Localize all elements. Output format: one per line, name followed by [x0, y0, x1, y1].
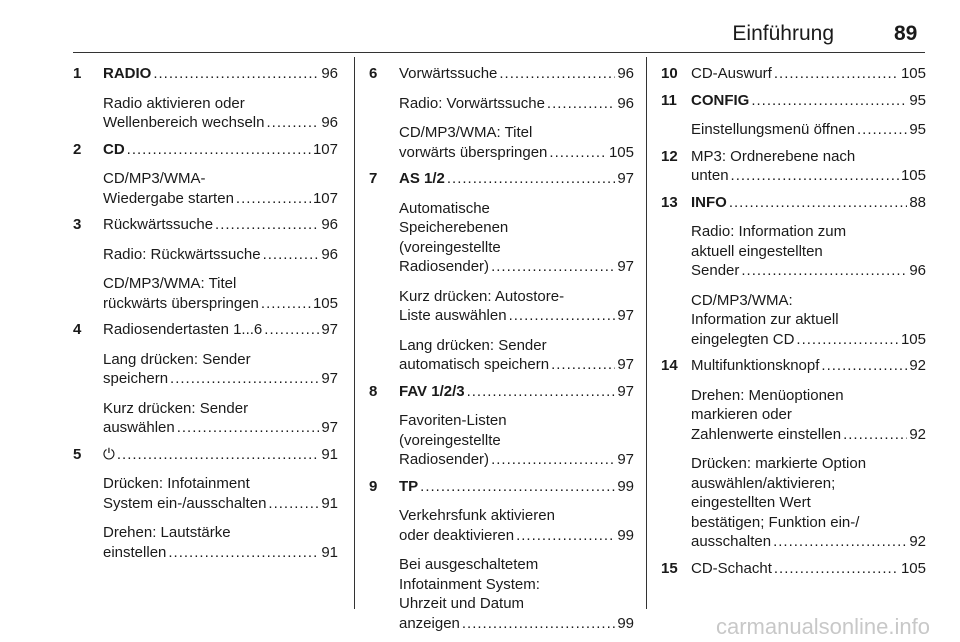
legend-entry — [369, 477, 634, 634]
description-line: Uhrzeit und Datum — [399, 595, 525, 612]
page-header-title: Einführung — [732, 22, 834, 45]
leader-dots — [491, 257, 615, 277]
entry-number: 12 — [661, 147, 678, 165]
entry-paragraph — [399, 169, 634, 189]
entry-paragraph — [399, 64, 634, 84]
leader-line — [691, 559, 926, 579]
description-line: Radio: Information zum — [691, 223, 847, 240]
legend-entry — [661, 147, 926, 186]
entry-number: 3 — [73, 216, 82, 233]
page-number: 89 — [894, 22, 918, 45]
leader-line — [399, 450, 634, 470]
leader-line — [103, 189, 338, 209]
entry-body — [103, 140, 338, 209]
description-line: Kurz drücken: Sender — [103, 399, 249, 417]
legend-entry — [661, 193, 926, 350]
description-line: CD/MP3/WMA: Titel — [103, 275, 237, 292]
page-reference: 95 — [909, 91, 926, 109]
entry-label: Multifunktionsknopf — [691, 357, 820, 374]
page-reference: 91 — [321, 543, 338, 561]
legend-entry — [661, 356, 926, 552]
leader-line — [103, 320, 338, 340]
description-line: (voreingestellte — [399, 431, 501, 449]
page-reference: 97 — [321, 321, 338, 338]
page-reference: 97 — [321, 370, 338, 387]
leader-dots — [264, 320, 319, 340]
legend-entry — [73, 215, 338, 313]
page-reference: 96 — [321, 65, 338, 82]
page-reference: 96 — [909, 262, 926, 279]
entry-number: 11 — [661, 91, 677, 109]
entry-paragraph — [103, 474, 338, 513]
entry-label: oder deaktivieren — [399, 526, 515, 544]
entry-paragraph — [691, 454, 926, 552]
description-line: Drücken: Infotainment — [103, 475, 250, 492]
leader-line — [691, 193, 926, 213]
entry-label: CD — [103, 140, 125, 158]
entry-paragraph — [103, 64, 338, 84]
entry-paragraph — [691, 64, 926, 84]
leader-line — [691, 64, 926, 84]
entry-number: 10 — [661, 65, 678, 82]
entry-label: CD-Auswurf — [691, 65, 772, 82]
leader-line — [691, 330, 926, 350]
leader-dots — [821, 356, 907, 376]
leader-dots — [729, 193, 907, 213]
entry-paragraph — [399, 199, 634, 277]
description-line: CD/MP3/WMA: — [691, 291, 793, 309]
leader-dots — [215, 215, 319, 235]
description-line: Automatische — [399, 199, 490, 217]
entry-number: 5 — [73, 445, 82, 463]
entry-body — [691, 91, 926, 140]
leader-line — [399, 477, 634, 497]
legend-entry — [369, 64, 634, 162]
leader-dots — [266, 113, 319, 133]
page-reference: 92 — [909, 533, 926, 550]
page-reference: 96 — [321, 114, 338, 131]
page-reference: 105 — [900, 65, 926, 82]
leader-dots — [547, 94, 615, 114]
entry-label: Rückwärtssuche — [103, 216, 214, 233]
entry-body — [103, 64, 338, 133]
legend-entry — [661, 559, 926, 579]
leader-line — [691, 166, 926, 186]
column-divider-2 — [646, 57, 647, 609]
entry-paragraph — [399, 411, 634, 470]
page-reference: 97 — [617, 382, 634, 400]
leader-dots — [447, 169, 615, 189]
legend-entry — [73, 140, 338, 209]
leader-line — [103, 543, 338, 563]
leader-dots — [773, 532, 907, 552]
entry-paragraph — [103, 215, 338, 235]
entry-label: Vorwärtssuche — [399, 65, 498, 82]
leader-dots — [117, 445, 319, 465]
leader-line — [399, 169, 634, 189]
leader-line — [691, 425, 926, 445]
entry-paragraph — [691, 91, 926, 111]
header-rule — [73, 52, 925, 53]
entry-label: Zahlenwerte einstellen — [691, 425, 842, 443]
legend-entry — [73, 64, 338, 133]
description-line: Kurz drücken: Autostore- — [399, 287, 565, 305]
watermark: carmanualsonline.info — [715, 614, 930, 639]
leader-line — [103, 215, 338, 235]
entry-label: CONFIG — [691, 91, 750, 109]
entry-label: speichern — [103, 370, 169, 387]
leader-dots — [843, 425, 907, 445]
entry-label: vorwärts überspringen — [399, 143, 548, 161]
description-line: Infotainment System: — [399, 575, 540, 593]
description-line: Speicherebenen — [399, 219, 509, 236]
leader-dots — [127, 140, 311, 160]
leader-line — [103, 294, 338, 314]
entry-body — [691, 147, 926, 186]
description-line: CD/MP3/WMA- — [103, 170, 206, 187]
entry-body — [399, 382, 634, 470]
entry-number: 7 — [369, 170, 378, 187]
page-reference: 105 — [312, 294, 338, 312]
entry-number: 6 — [369, 65, 378, 82]
entry-paragraph — [103, 274, 338, 313]
page-reference: 96 — [321, 216, 338, 233]
entry-paragraph — [691, 356, 926, 376]
entry-label: Radiosender) — [399, 258, 490, 275]
entry-label: INFO — [691, 193, 727, 211]
description-line: Favoriten-Listen — [399, 412, 507, 429]
page-reference: 95 — [909, 121, 926, 138]
leader-line — [103, 245, 338, 265]
page-reference: 99 — [617, 526, 634, 544]
leader-dots — [796, 330, 899, 350]
leader-dots — [774, 64, 899, 84]
leader-line — [399, 526, 634, 546]
entry-paragraph — [399, 506, 634, 545]
entry-label: System ein-/ausschalten — [103, 494, 267, 512]
legend-entry — [369, 382, 634, 470]
entry-number: 9 — [369, 477, 378, 495]
entry-paragraph — [399, 287, 634, 326]
entry-body — [399, 169, 634, 375]
entry-paragraph — [103, 94, 338, 133]
entry-number: 14 — [661, 357, 678, 374]
leader-line — [399, 382, 634, 402]
entry-label: Sender — [691, 262, 740, 279]
legend-entry — [369, 169, 634, 375]
leader-line — [691, 261, 926, 281]
entry-paragraph — [691, 147, 926, 186]
description-line: (voreingestellte — [399, 238, 501, 256]
leader-dots — [177, 418, 320, 438]
entry-label: anzeigen — [399, 614, 460, 632]
entry-paragraph — [691, 120, 926, 140]
leader-dots — [170, 369, 319, 389]
page-reference: 96 — [617, 65, 634, 82]
entry-label: auswählen — [103, 419, 175, 436]
entry-label: Radiosender) — [399, 451, 490, 468]
page-reference: 92 — [909, 425, 926, 443]
entry-label: Radio: Vorwärtssuche — [399, 94, 545, 112]
description-line: Drücken: markierte Option — [691, 455, 867, 472]
column-3 — [661, 64, 926, 585]
entry-paragraph — [399, 123, 634, 162]
leader-dots — [516, 526, 615, 546]
description-line: bestätigen; Funktion ein-/ — [691, 513, 860, 531]
page-reference: 105 — [608, 143, 634, 161]
leader-line — [691, 91, 926, 111]
entry-paragraph — [103, 350, 338, 389]
description-line: markieren oder — [691, 406, 792, 423]
entry-paragraph — [103, 523, 338, 562]
leader-line — [399, 94, 634, 114]
entry-paragraph — [691, 291, 926, 350]
page-reference: 96 — [321, 245, 338, 263]
page-reference: 97 — [321, 419, 338, 436]
page-reference: 99 — [617, 614, 634, 632]
legend-entry — [661, 91, 926, 140]
entry-body — [691, 559, 926, 579]
page-reference: 88 — [909, 193, 926, 211]
entry-paragraph — [103, 140, 338, 160]
leader-dots — [551, 355, 615, 375]
entry-number: 4 — [73, 321, 82, 338]
leader-dots — [774, 559, 899, 579]
entry-paragraph — [103, 169, 338, 208]
leader-dots — [499, 64, 615, 84]
leader-dots — [261, 294, 311, 314]
leader-dots — [420, 477, 615, 497]
page-reference: 96 — [617, 94, 634, 112]
leader-line — [691, 532, 926, 552]
entry-body — [103, 215, 338, 313]
leader-dots — [467, 382, 616, 402]
entry-label: rückwärts überspringen — [103, 294, 259, 312]
entry-label: TP — [399, 477, 419, 495]
leader-dots — [168, 543, 319, 563]
leader-line — [103, 418, 338, 438]
leader-line — [691, 356, 926, 376]
entry-label: ausschalten — [691, 533, 772, 550]
column-divider-1 — [354, 57, 355, 609]
page-reference: 97 — [617, 356, 634, 373]
page-reference: 105 — [900, 330, 926, 348]
description-line: Radio aktivieren oder — [103, 94, 245, 112]
entry-number: 13 — [661, 193, 678, 211]
leader-dots — [857, 120, 907, 140]
leader-dots — [549, 143, 607, 163]
leader-line — [691, 120, 926, 140]
entry-body — [399, 64, 634, 162]
page-reference: 91 — [321, 494, 338, 512]
leader-dots — [263, 245, 320, 265]
description-line: Drehen: Menüoptionen — [691, 386, 844, 404]
page-reference: 97 — [617, 170, 634, 187]
entry-label: FAV 1/2/3 — [399, 382, 465, 400]
entry-paragraph — [691, 193, 926, 213]
entry-body — [691, 356, 926, 552]
leader-line — [103, 64, 338, 84]
column-1 — [73, 64, 338, 569]
leader-line — [103, 494, 338, 514]
entry-label: ⏻ — [103, 445, 115, 463]
leader-dots — [268, 494, 319, 514]
description-line: CD/MP3/WMA: Titel — [399, 124, 533, 141]
entry-paragraph — [399, 477, 634, 497]
leader-line — [103, 369, 338, 389]
entry-paragraph — [691, 559, 926, 579]
leader-line — [103, 113, 338, 133]
entry-label: Radio: Rückwärtssuche — [103, 245, 261, 263]
leader-dots — [751, 91, 907, 111]
page-reference: 107 — [312, 140, 338, 158]
page-reference: 97 — [617, 307, 634, 324]
page-reference: 97 — [617, 451, 634, 468]
entry-label: RADIO — [103, 65, 152, 82]
page-reference: 105 — [900, 167, 926, 184]
leader-line — [399, 257, 634, 277]
description-line: Information zur aktuell — [691, 311, 839, 328]
page-reference: 97 — [617, 258, 634, 275]
leader-dots — [153, 64, 319, 84]
description-line: Lang drücken: Sender — [399, 336, 547, 354]
entry-label: einstellen — [103, 543, 167, 561]
description-line: Lang drücken: Sender — [103, 350, 251, 368]
entry-paragraph — [691, 222, 926, 281]
leader-line — [103, 445, 338, 465]
entry-paragraph — [399, 94, 634, 114]
entry-paragraph — [103, 399, 338, 438]
legend-entry — [73, 320, 338, 438]
description-line: eingestellten Wert — [691, 494, 811, 511]
leader-dots — [236, 189, 311, 209]
entry-label: unten — [691, 167, 729, 184]
leader-dots — [741, 261, 907, 281]
leader-line — [103, 140, 338, 160]
description-line: aktuell eingestellten — [691, 242, 823, 260]
entry-body — [103, 320, 338, 438]
entry-paragraph — [399, 336, 634, 375]
entry-body — [103, 445, 338, 563]
entry-label: eingelegten CD — [691, 330, 795, 348]
entry-paragraph — [399, 382, 634, 402]
entry-label: Wiedergabe starten — [103, 189, 234, 207]
entry-label: Radiosendertasten 1...6 — [103, 321, 263, 338]
leader-line — [399, 143, 634, 163]
legend-entry — [73, 445, 338, 563]
description-line: Verkehrsfunk aktivieren — [399, 507, 555, 524]
leader-dots — [509, 306, 616, 326]
leader-dots — [731, 166, 899, 186]
entry-label: Wellenbereich wechseln — [103, 114, 265, 131]
entry-label: automatisch speichern — [399, 356, 550, 373]
entry-paragraph — [691, 386, 926, 445]
page-reference: 91 — [321, 445, 338, 463]
description-line: Bei ausgeschaltetem — [399, 556, 539, 573]
page-reference: 92 — [909, 357, 926, 374]
leader-dots — [491, 450, 615, 470]
entry-body — [691, 193, 926, 350]
page-reference: 99 — [617, 477, 634, 495]
entry-paragraph — [103, 320, 338, 340]
leader-line — [399, 306, 634, 326]
entry-label: AS 1/2 — [399, 170, 445, 187]
entry-paragraph — [103, 245, 338, 265]
entry-number: 15 — [661, 559, 678, 577]
leader-line — [399, 64, 634, 84]
entry-label: Liste auswählen — [399, 307, 507, 324]
description-line: auswählen/aktivieren; — [691, 474, 836, 492]
page-reference: 107 — [312, 189, 338, 207]
column-2 — [369, 64, 634, 640]
entry-label: Einstellungsmenü öffnen — [691, 121, 856, 138]
entry-number: 8 — [369, 382, 378, 400]
description-line: Drehen: Lautstärke — [103, 524, 231, 541]
entry-paragraph — [103, 445, 338, 465]
entry-number: 2 — [73, 140, 82, 158]
entry-label: CD-Schacht — [691, 559, 772, 577]
legend-entry — [661, 64, 926, 84]
entry-body — [691, 64, 926, 84]
entry-number: 1 — [73, 65, 82, 82]
page-reference: 105 — [900, 559, 926, 577]
leader-line — [399, 355, 634, 375]
description-line: MP3: Ordnerebene nach — [691, 147, 856, 165]
entry-body — [399, 477, 634, 634]
